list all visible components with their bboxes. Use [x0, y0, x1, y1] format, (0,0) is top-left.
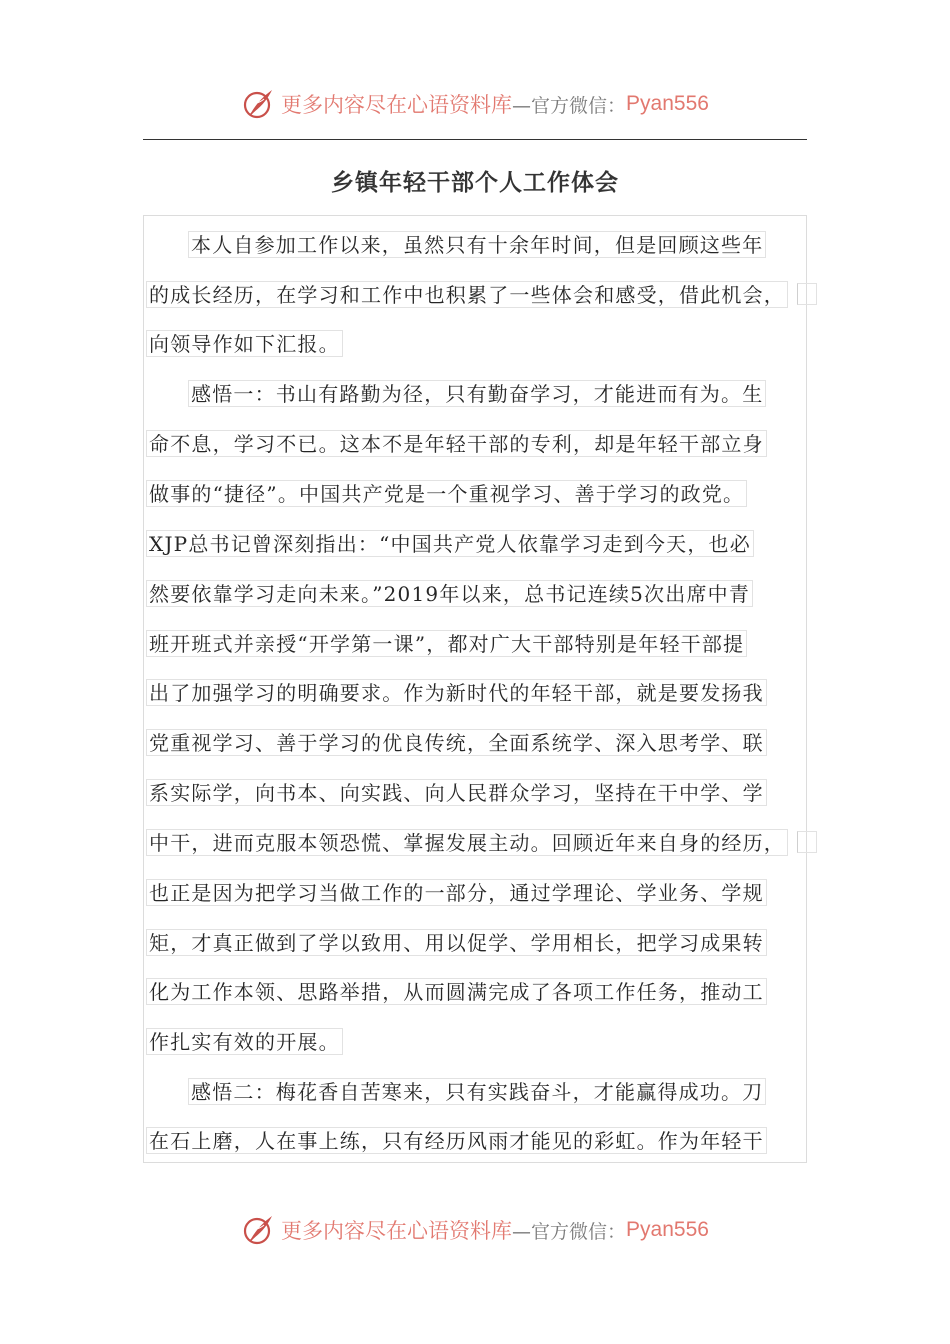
body-line: 化为工作本领、思路举措，从而圆满完成了各项工作任务，推动工 — [146, 978, 767, 1005]
body-line: 的成长经历，在学习和工作中也积累了一些体会和感受，借此机会， — [146, 281, 788, 308]
footer-banner — [0, 1210, 950, 1250]
body-line: 本人自参加工作以来，虽然只有十余年时间，但是回顾这些年 — [188, 231, 766, 258]
body-line: 系实际学，向书本、向实践、向人民群众学习，坚持在干中学、学 — [146, 779, 767, 806]
body-line: 做事的“捷径”。中国共产党是一个重视学习、善于学习的政党。 — [146, 480, 747, 507]
body-line: 然要依靠学习走向未来。”2019年以来，总书记连续5次出席中青 — [146, 580, 753, 607]
brand-text: 更多内容尽在心语资料库 — [281, 1219, 513, 1243]
body-line: 班开班式并亲授“开学第一课”，都对广大干部特别是年轻干部提 — [146, 630, 747, 657]
body-line: 出了加强学习的明确要求。作为新时代的年轻干部，就是要发扬我 — [146, 679, 767, 706]
body-line: 在石上磨，人在事上练，只有经历风雨才能见的彩虹。作为年轻干 — [146, 1127, 767, 1154]
body-line: XJP总书记曾深刻指出：“中国共产党人依靠学习走到今天，也必 — [146, 530, 754, 557]
wechat-id: Pyan556 — [626, 1218, 709, 1241]
body-line: 感悟一：书山有路勤为径，只有勤奋学习，才能进而有为。生 — [188, 380, 766, 407]
official-label: —官方微信： — [512, 1220, 627, 1243]
header-divider — [143, 139, 807, 140]
body-line: 向领导作如下汇报。 — [146, 330, 343, 357]
quill-pen-circle-icon — [241, 86, 277, 122]
official-label: —官方微信： — [512, 94, 627, 117]
body-line: 也正是因为把学习当做工作的一部分，通过学理论、学业务、学规 — [146, 879, 767, 906]
body-line: 中干，进而克服本领恐慌、掌握发展主动。回顾近年来自身的经历， — [146, 829, 788, 856]
document-title: 乡镇年轻干部个人工作体会 — [331, 170, 619, 196]
body-line: 作扎实有效的开展。 — [146, 1028, 343, 1055]
wechat-id: Pyan556 — [626, 92, 709, 115]
quill-pen-circle-icon — [241, 1212, 277, 1248]
header-banner — [0, 84, 950, 124]
body-line: 感悟二：梅花香自苦寒来，只有实践奋斗，才能赢得成功。刀 — [188, 1078, 766, 1105]
brand-text: 更多内容尽在心语资料库 — [281, 93, 513, 117]
line-end-mark — [797, 283, 817, 305]
body-line: 党重视学习、善于学习的优良传统，全面系统学、深入思考学、联 — [146, 729, 767, 756]
body-line: 矩，才真正做到了学以致用、用以促学、学用相长，把学习成果转 — [146, 929, 767, 956]
line-end-mark — [797, 831, 817, 853]
body-line: 命不息，学习不已。这本不是年轻干部的专利，却是年轻干部立身 — [146, 430, 767, 457]
